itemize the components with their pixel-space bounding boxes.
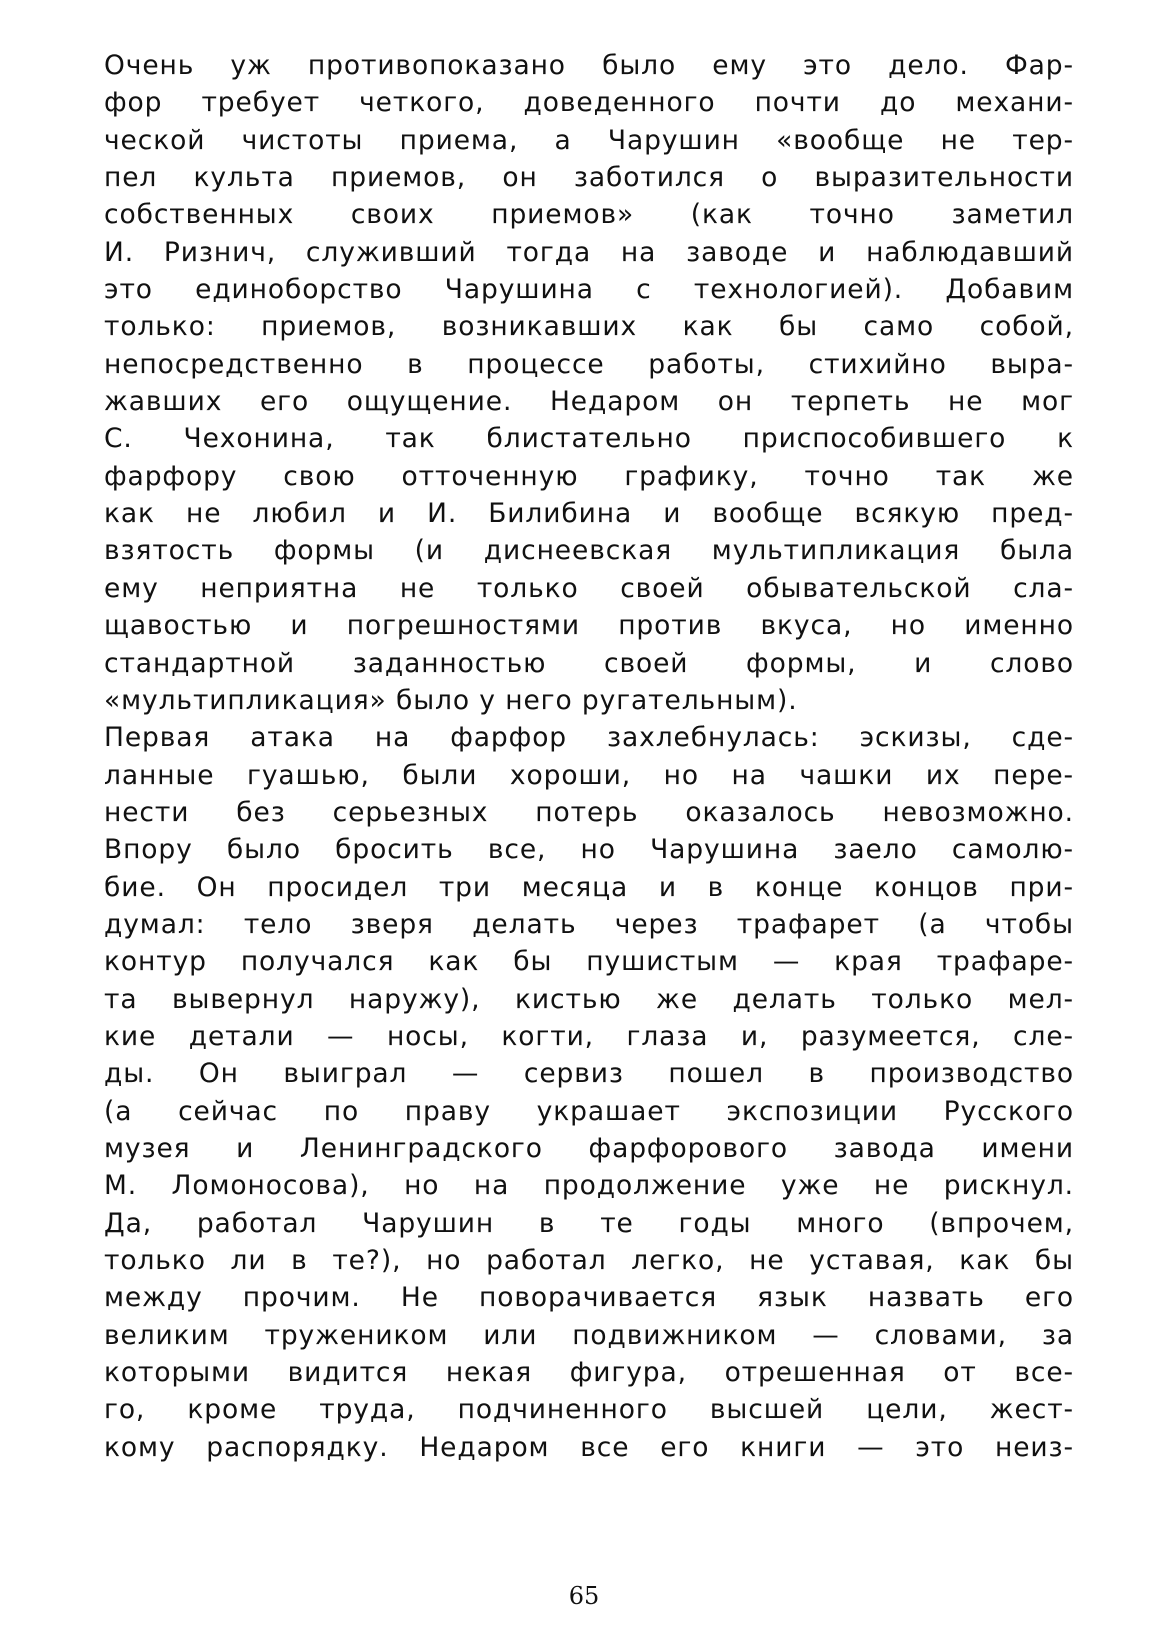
text-line: ды. Он выиграл — сервиз пошел в производство [104,1058,1074,1090]
text-line: великим тружеником или подвижником — словами, за [104,1319,1074,1351]
text-line: фор требует четкого, доведенного почти до механи- [104,87,1074,119]
text-line: Первая атака на фарфор захлебнулась: эскизы, сде- [104,722,1074,754]
text-line: М. Ломоносова), но на продолжение уже не рискнул. [104,1170,1074,1202]
text-line: непосредственно в процессе работы, стихийно выра- [104,348,1074,380]
text-line: ланные гуашью, были хороши, но на чашки их пере- [104,759,1074,791]
text-line: Очень уж противопоказано было ему это дело. Фар- [104,50,1074,81]
text-line: между прочим. Не поворачивается язык назвать его [104,1282,1074,1314]
text-line: собственных своих приемов» (как точно заметил [104,199,1074,231]
text-line: С. Чехонина, так блистательно приспособившего к [104,423,1074,455]
text-line: нести без серьезных потерь оказалось невозможно. [104,796,1074,828]
body-text [104,47,1074,1466]
text-line: думал: тело зверя делать через трафарет (а чтобы [104,908,1074,940]
text-line: И. Ризнич, служивший тогда на заводе и наблюдавший [104,236,1074,268]
text-line: кие детали — носы, когти, глаза и, разумеется, сле- [104,1020,1074,1052]
text-line: как не любил и И. Билибина и вообще всякую пред- [104,498,1074,530]
text-line: взятость формы (и диснеевская мультипликация была [104,535,1074,567]
text-line: стандартной заданностью своей формы, и слово [104,647,1074,679]
text-line: кому распорядку. Недаром все его книги — это неиз- [104,1431,1074,1463]
text-line: щавостью и погрешностями против вкуса, но именно [104,610,1074,642]
text-line: Впору было бросить все, но Чарушина заело самолю- [104,834,1074,866]
text-line: ему неприятна не только своей обывательской сла- [104,572,1074,604]
page-number: 65 [568,1582,600,1610]
text-line: это единоборство Чарушина с технологией). Добавим [104,274,1074,306]
text-line: (а сейчас по праву украшает экспозиции Русского [104,1095,1074,1127]
text-line: та вывернул наружу), кистью же делать только мел- [104,983,1074,1015]
text-line: которыми видится некая фигура, отрешенная от все- [104,1357,1074,1389]
text-line: музея и Ленинградского фарфорового завода имени [104,1132,1074,1164]
text-line: фарфору свою отточенную графику, точно так же [104,460,1074,492]
text-line: Да, работал Чарушин в те годы много (впрочем, [104,1207,1074,1239]
text-line: контур получался как бы пушистым — края трафаре- [104,946,1074,978]
text-line: го, кроме труда, подчиненного высшей цели, жест- [104,1394,1074,1426]
text-line: «мультипликация» было у него ругательным). [104,684,798,716]
text-line: жавших его ощущение. Недаром он терпеть не мог [104,386,1074,418]
text-line: пел культа приемов, он заботился о выразительности [104,162,1074,194]
text-line: только: приемов, возникавших как бы само собой, [104,311,1074,343]
text-line: ческой чистоты приема, а Чарушин «вообще не тер- [104,124,1074,156]
text-line: только ли в те?), но работал легко, не уставая, как бы [104,1245,1074,1276]
text-line: бие. Он просидел три месяца и в конце концов при- [104,871,1074,903]
